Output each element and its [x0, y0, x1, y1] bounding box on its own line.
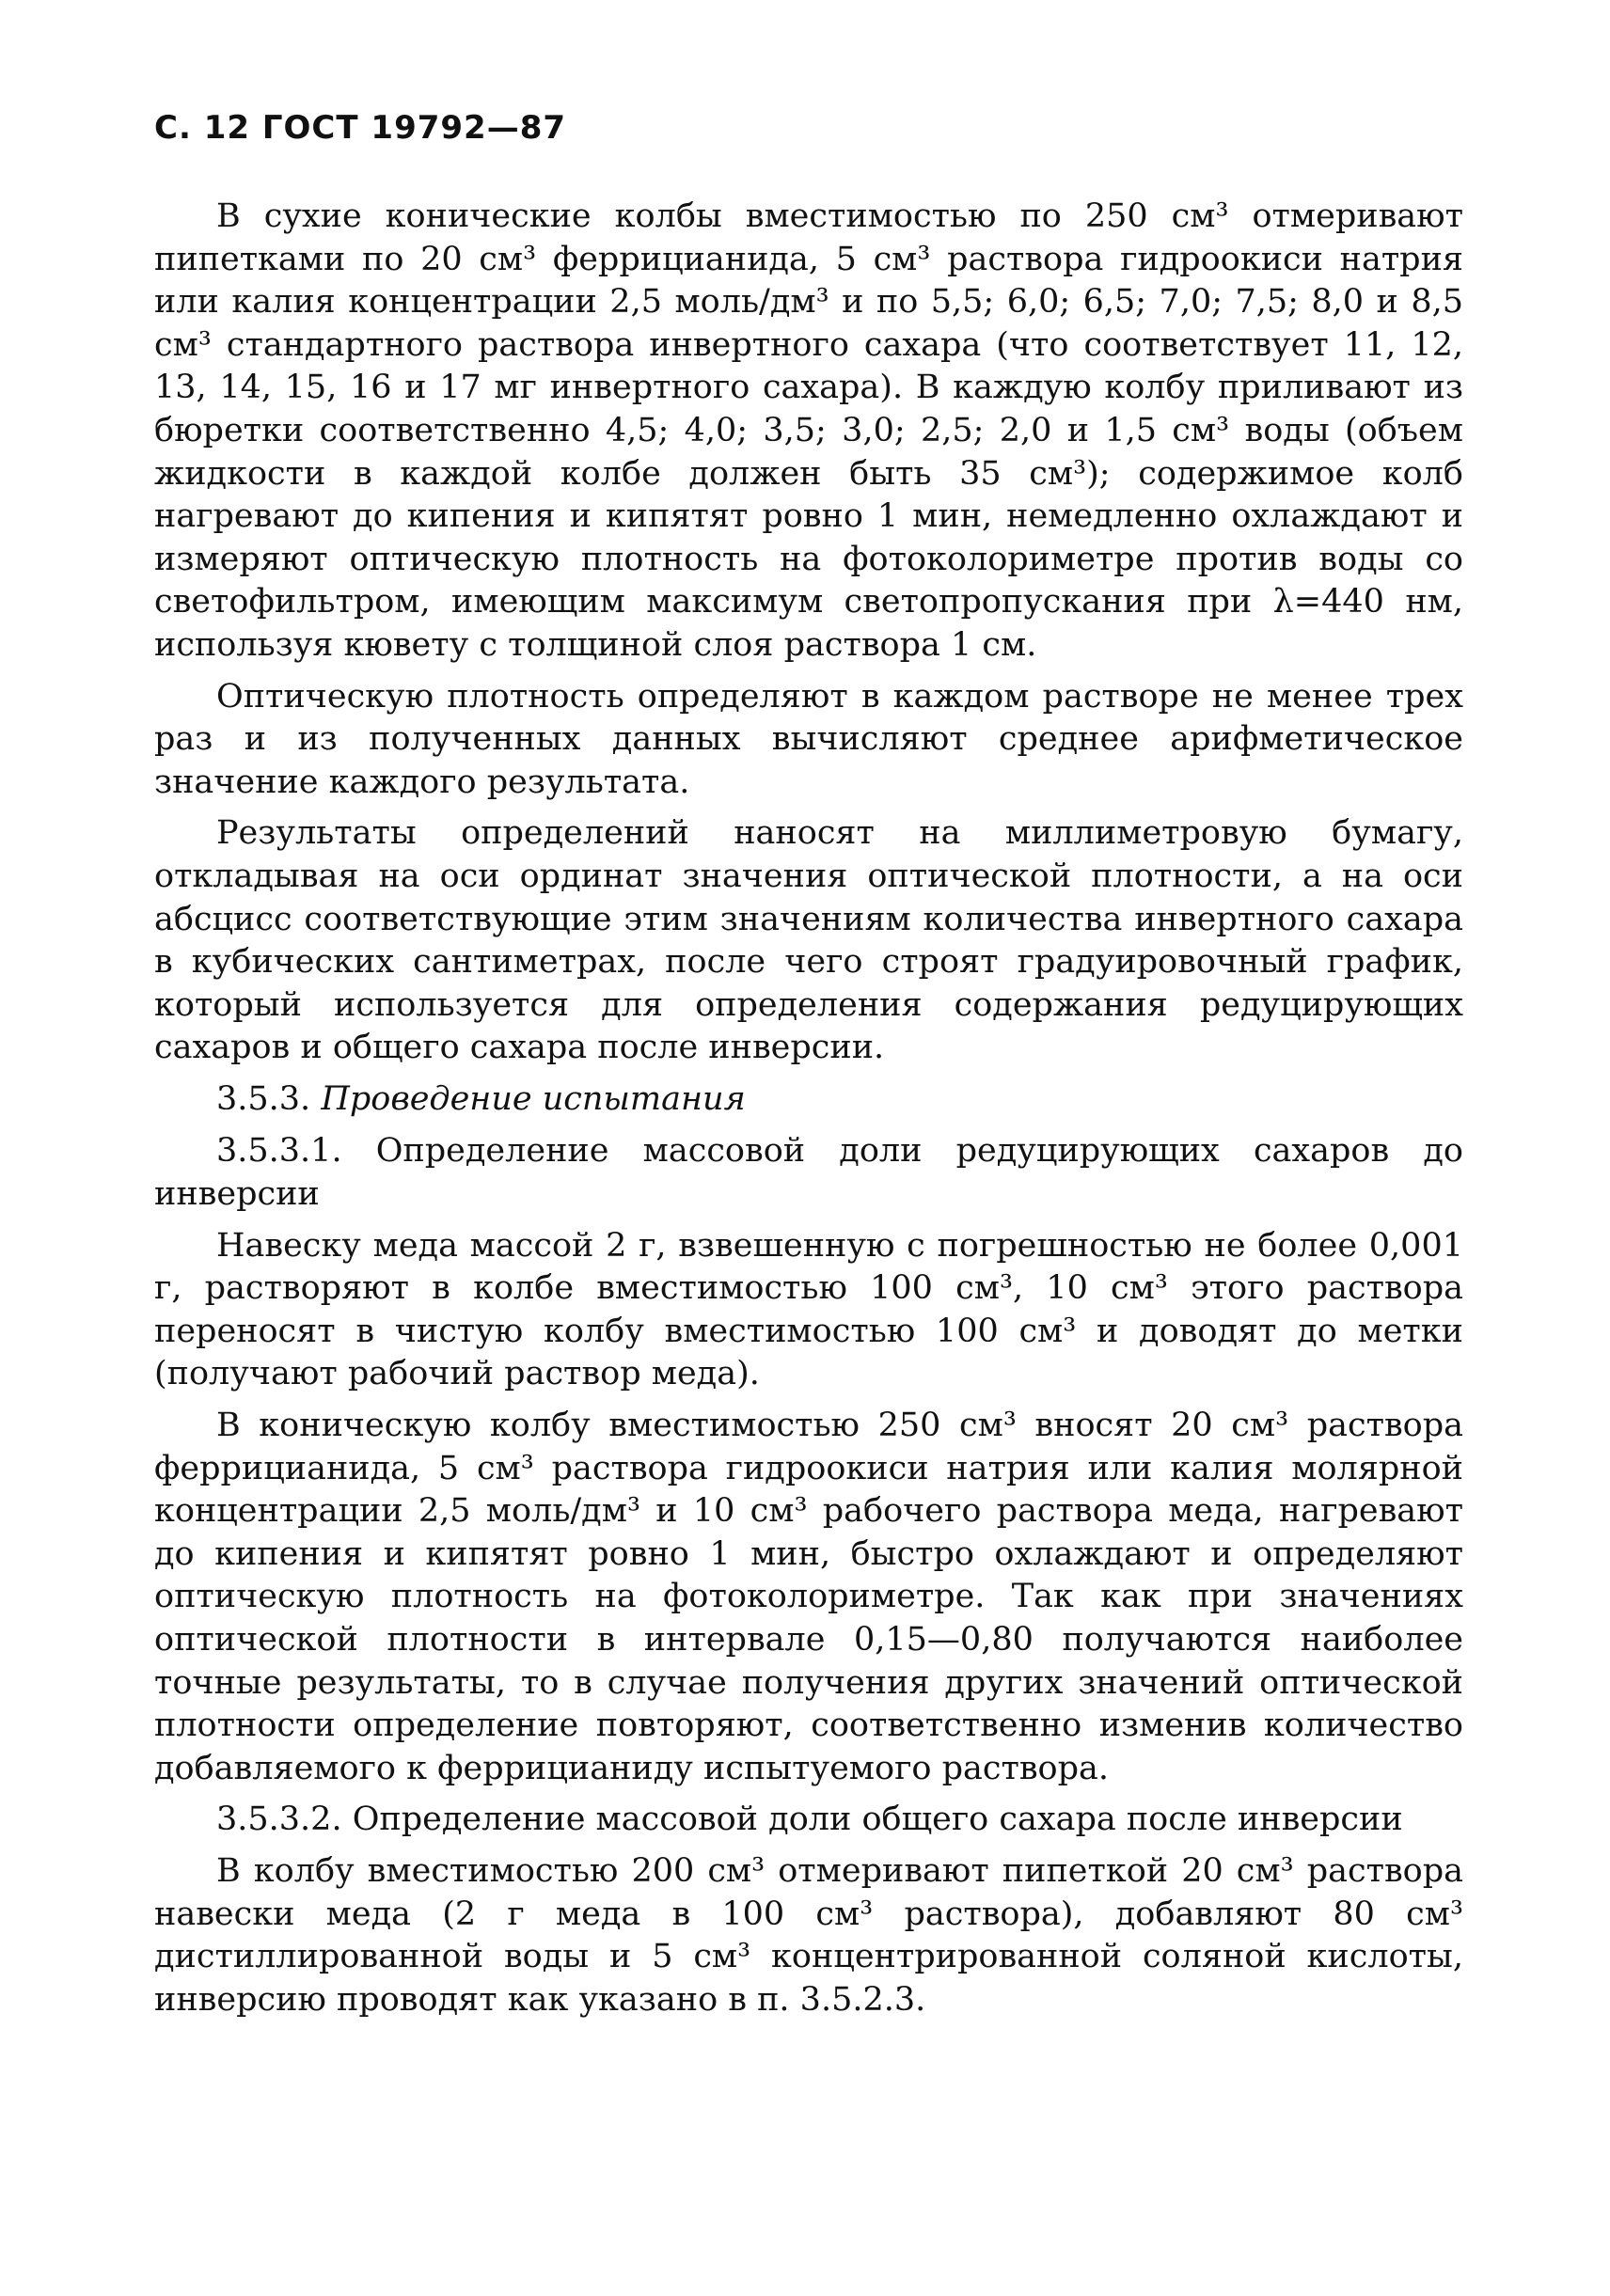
paragraph-sample-preparation: Навеску меда массой 2 г, взвешенную с погрешностью не более 0,001 г, растворяют в колбе вместимостью 100 см³, 10 см³ этого раствора переносят в чистую колбу вместимостью 100 см³ и доводят до метки (получают рабочий раствор меда).	[154, 1226, 1463, 1393]
paragraph-inversion: В колбу вместимостью 200 см³ отмеривают пипеткой 20 см³ раствора навески меда (2 г меда в 100 см³ раствора), добавляют 80 см³ дистиллированной воды и 5 см³ концентрированной соляной кислоты, инверсию проводят как указано в п. 3.5.2.3.	[154, 1851, 1463, 2019]
section-heading-3-5-3	[154, 1078, 1463, 1122]
section-number: 3.5.3.	[216, 1079, 311, 1118]
paragraph-optical-density: Оптическую плотность определяют в каждом растворе не менее трех раз и из полученных данных вычисляют среднее арифметическое значение каждого результата.	[154, 677, 1463, 801]
paragraph-measurement: В коническую колбу вместимостью 250 см³ вносят 20 см³ раствора феррицианида, 5 см³ раствора гидроокиси натрия или калия молярной концентрации 2,5 моль/дм³ и 10 см³ рабочего раствора меда, нагревают до кипения и кипятят ровно 1 мин, быстро охлаждают и определяют оптическую плотность на фотоколориметре. Так как при значениях оптической плотности в интервале 0,15—0,80 получаются наиболее точные результаты, то в случае получения других значений оптической плотности определение повторяют, соответственно изменив количество добавляемого к феррицианиду испытуемого раствора.	[154, 1407, 1463, 1787]
document-body	[154, 196, 1463, 2030]
section-title: Проведение испытания	[321, 1079, 746, 1118]
section-heading-3-5-3-1: 3.5.3.1. Определение массовой доли редуцирующих сахаров до инверсии	[154, 1132, 1463, 1214]
paragraph-calibration-procedure: В сухие конические колбы вместимостью по 250 см³ отмеривают пипетками по 20 см³ феррицианида, 5 см³ раствора гидроокиси натрия или калия концентрации 2,5 моль/дм³ и по 5,5; 6,0; 6,5; 7,0; 7,5; 8,0 и 8,5 см³ стандартного раствора инвертного сахара (что соответствует 11, 12, 13, 14, 15, 16 и 17 мг инвертного сахара). В каждую колбу приливают из бюретки соответственно 4,5; 4,0; 3,5; 3,0; 2,5; 2,0 и 1,5 см³ воды (объем жидкости в каждой колбе должен быть 35 см³); содержимое колб нагревают до кипения и кипятят ровно 1 мин, немедленно охлаждают и измеряют оптическую плотность на фотоколориметре против воды со светофильтром, имеющим максимум светопропускания при λ=440 нм, используя кювету с толщиной слоя раствора 1 см.	[154, 197, 1463, 664]
page-header: С. 12 ГОСТ 19792—87	[154, 109, 567, 147]
section-heading-3-5-3-2: 3.5.3.2. Определение массовой доли общего сахара после инверсии	[216, 1801, 1403, 1839]
paragraph-calibration-graph: Результаты определений наносят на миллиметровую бумагу, откладывая на оси ординат значения оптической плотности, а на оси абсцисс соответствующие этим значениям количества инвертного сахара в кубических сантиметрах, после чего строят градуировочный график, который используется для определения содержания редуцирующих сахаров и общего сахара после инверсии.	[154, 814, 1463, 1067]
